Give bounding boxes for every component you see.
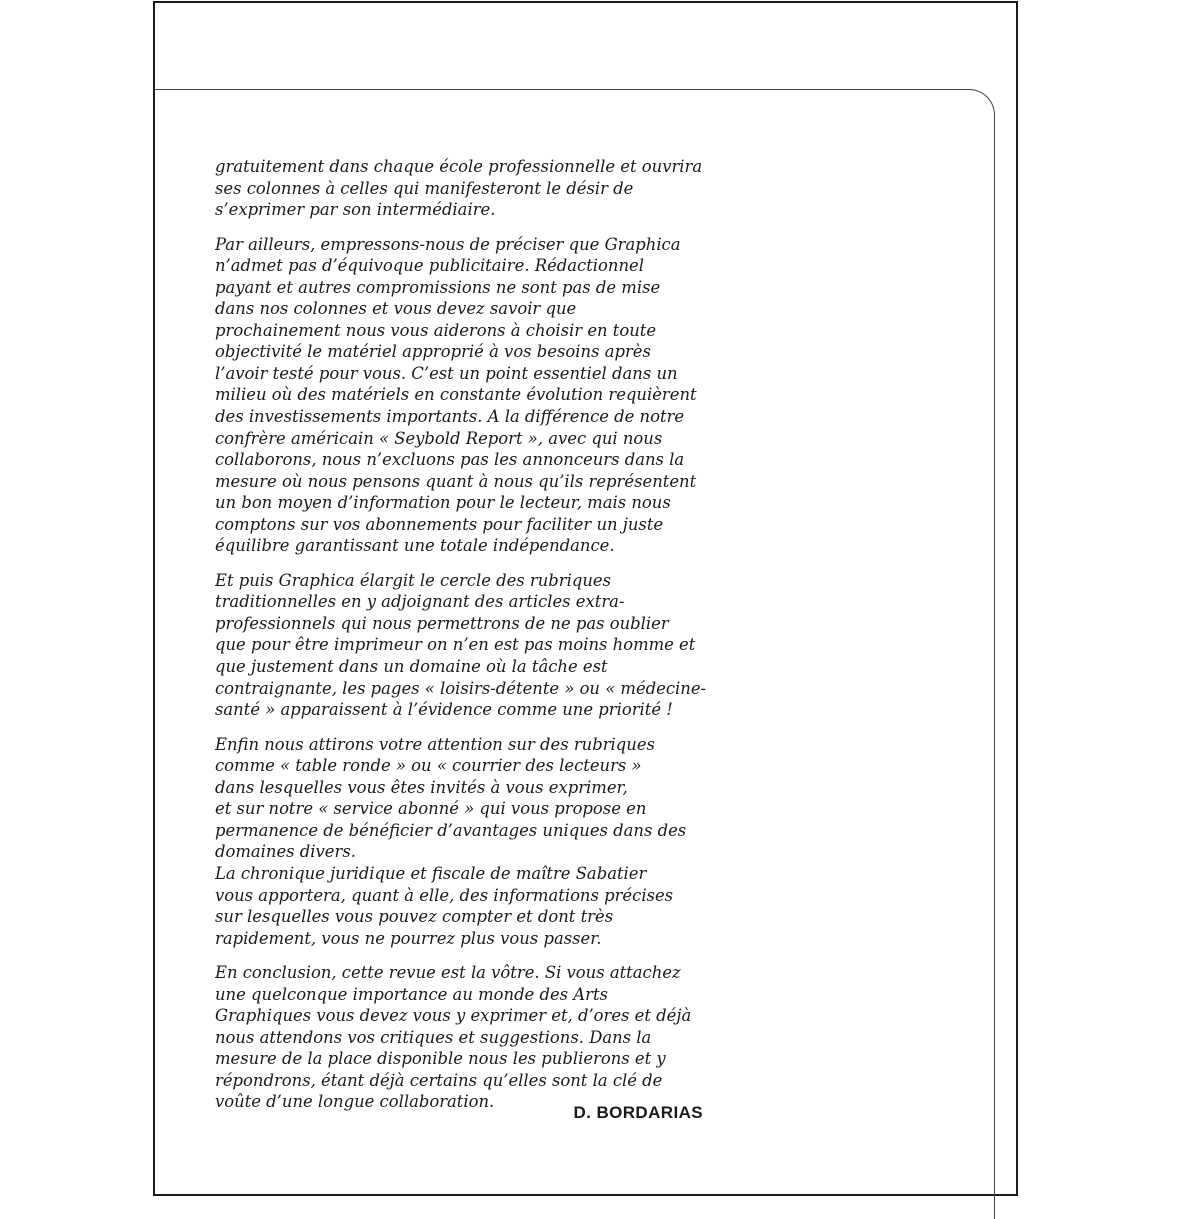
text-line: s’exprimer par son intermédiaire.	[215, 200, 496, 220]
paragraph	[215, 156, 715, 221]
text-line: des investissements importants. A la différence de notre	[215, 407, 685, 427]
author-signature: D. BORDARIAS	[573, 1103, 703, 1122]
text-line: objectivité le matériel approprié à vos besoins après	[215, 342, 651, 362]
text-line: une quelconque importance au monde des Arts	[215, 984, 608, 1004]
text-line: payant et autres compromissions ne sont pas de mise	[215, 277, 661, 297]
text-line: un bon moyen d’information pour le lecteur, mais nous	[215, 493, 671, 513]
text-line: sur lesquelles vous pouvez compter et dont très	[215, 907, 614, 927]
text-line: équilibre garantissant une totale indépendance.	[215, 536, 615, 556]
text-line: comme « table ronde » ou « courrier des lecteurs »	[215, 756, 642, 776]
text-line: répondrons, étant déjà certains qu’elles sont la clé de	[215, 1070, 663, 1090]
text-line: que pour être imprimeur on n’en est pas moins homme et	[215, 635, 696, 655]
text-line: voûte d’une longue collaboration.	[215, 1092, 495, 1112]
text-line: milieu où des matériels en constante évolution requièrent	[215, 385, 697, 405]
text-line: vous apportera, quant à elle, des informations précises	[215, 885, 674, 905]
text-line: Graphiques vous devez vous y exprimer et, d’ores et déjà	[215, 1006, 692, 1026]
text-line: domaines divers.	[215, 842, 356, 862]
text-line: n’admet pas d’équivoque publicitaire. Rédactionnel	[215, 256, 644, 276]
text-line: mesure de la place disponible nous les publierons et y	[215, 1049, 666, 1069]
text-line: l’avoir testé pour vous. C’est un point essentiel dans un	[215, 363, 678, 383]
text-line: Par ailleurs, empressons-nous de préciser que Graphica	[215, 234, 681, 254]
text-line: mesure où nous pensons quant à nous qu’ils représentent	[215, 471, 697, 491]
text-line: contraignante, les pages « loisirs-détente » ou « médecine-	[215, 678, 707, 698]
text-line: prochainement nous vous aiderons à choisir en toute	[215, 320, 657, 340]
text-line: En conclusion, cette revue est la vôtre. Si vous attachez	[215, 963, 681, 983]
paragraph	[215, 734, 715, 949]
paragraph	[215, 234, 715, 557]
text-line: que justement dans un domaine où la tâche est	[215, 657, 608, 677]
text-line: Enfin nous attirons votre attention sur des rubriques	[215, 734, 655, 754]
text-line: traditionnelles en y adjoignant des articles extra-	[215, 592, 625, 612]
text-line: ses colonnes à celles qui manifesteront le désir de	[215, 178, 634, 198]
text-line: et sur notre « service abonné » qui vous propose en	[215, 799, 647, 819]
article-body	[215, 156, 715, 1113]
paragraph	[215, 962, 715, 1113]
paragraph	[215, 570, 715, 721]
text-line: gratuitement dans chaque école professionnelle et ouvrira	[215, 157, 703, 176]
text-line: La chronique juridique et fiscale de maître Sabatier	[215, 863, 647, 883]
text-line: dans lesquelles vous êtes invités à vous exprimer,	[215, 777, 628, 797]
text-line: nous attendons vos critiques et suggestions. Dans la	[215, 1027, 652, 1047]
text-line: dans nos colonnes et vous devez savoir que	[215, 299, 577, 319]
text-line: collaborons, nous n’excluons pas les annonceurs dans la	[215, 450, 685, 470]
text-line: santé » apparaissent à l’évidence comme une priorité !	[215, 700, 673, 720]
text-line: Et puis Graphica élargit le cercle des rubriques	[215, 570, 612, 590]
text-line: confrère américain « Seybold Report », avec qui nous	[215, 428, 663, 448]
text-line: permanence de bénéficier d’avantages uniques dans des	[215, 820, 687, 840]
text-line: rapidement, vous ne pourrez plus vous passer.	[215, 928, 602, 948]
text-line: professionnels qui nous permettrons de ne pas oublier	[215, 613, 669, 633]
text-line: comptons sur vos abonnements pour faciliter un juste	[215, 514, 664, 534]
